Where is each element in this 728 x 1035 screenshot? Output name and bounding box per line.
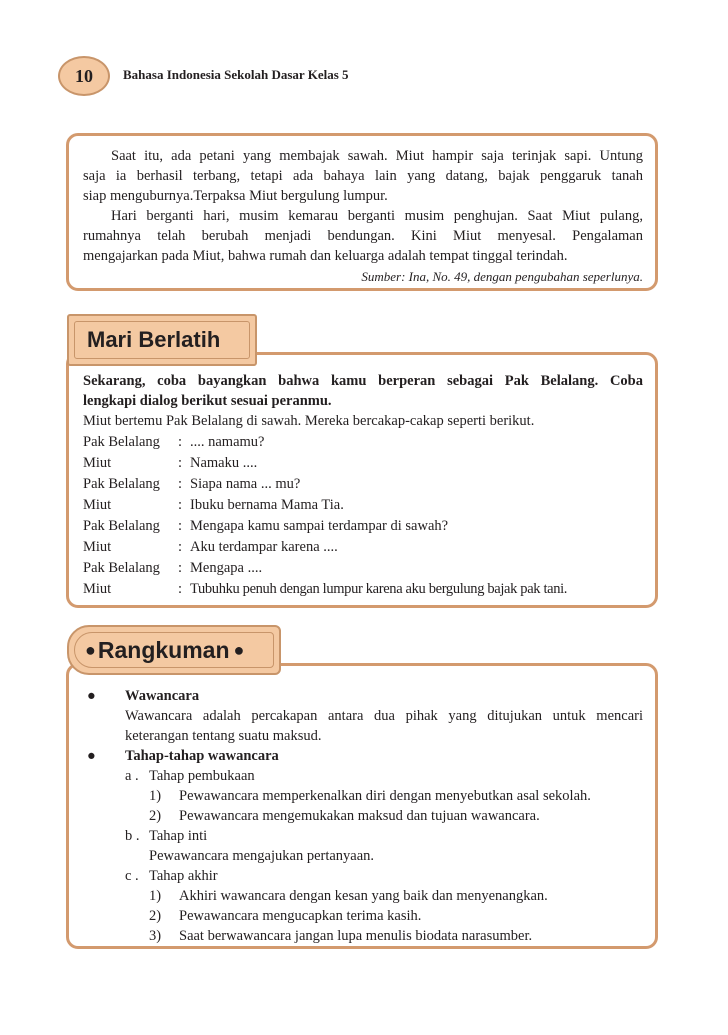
dialog-speaker: Pak Belalang bbox=[83, 476, 160, 492]
dialog-line: Tubuhku penuh dengan lumpur karena aku bergulung bajak pak tani. bbox=[190, 581, 568, 597]
dialog-speaker: Pak Belalang bbox=[83, 560, 160, 576]
dialog-row bbox=[83, 453, 643, 474]
story-box bbox=[66, 133, 658, 291]
dialog-row bbox=[83, 558, 643, 579]
dialog-colon: : bbox=[178, 560, 183, 576]
stage-desc: Pewawancara mengajukan pertanyaan. bbox=[149, 848, 375, 864]
dialog-colon: : bbox=[178, 434, 183, 450]
practice-instruction: lengkapi dialog berikut sesuai peranmu. bbox=[83, 393, 332, 409]
stage-step bbox=[125, 906, 643, 926]
stage-step bbox=[125, 886, 643, 906]
step-number: 2) bbox=[149, 808, 162, 824]
dialog-colon: : bbox=[178, 497, 183, 513]
dialog bbox=[83, 411, 643, 600]
step-text: Pewawancara mengemukakan maksud dan tujuan wawancara. bbox=[179, 808, 540, 824]
summary-heading-dot: ● bbox=[85, 639, 96, 660]
stage-b bbox=[125, 826, 643, 846]
summary-heading-dot: ● bbox=[233, 639, 245, 660]
dialog-line: Namaku .... bbox=[190, 455, 258, 471]
dialog-row bbox=[83, 474, 643, 495]
dialog-colon: : bbox=[178, 455, 183, 471]
summary-heading-tab bbox=[67, 625, 281, 675]
dialog-speaker: Miut bbox=[83, 455, 112, 471]
step-number: 1) bbox=[149, 888, 162, 904]
book-title: Bahasa Indonesia Sekolah Dasar Kelas 5 bbox=[123, 67, 349, 82]
stage-title: Tahap pembukaan bbox=[149, 768, 255, 784]
summary-item bbox=[83, 746, 643, 766]
dialog-row bbox=[83, 516, 643, 537]
story-line: Saat itu, ada petani yang membajak sawah. Miut hampir saja terinjak sapi. Untung bbox=[111, 148, 643, 164]
dialog-row bbox=[83, 495, 643, 516]
bullet-icon: ● bbox=[87, 748, 96, 764]
story-line: Hari berganti hari, musim kemarau berganti musim penghujan. Saat Miut pulang, bbox=[111, 208, 643, 224]
stage-step bbox=[125, 786, 643, 806]
dialog-line: Mengapa kamu sampai terdampar di sawah? bbox=[190, 518, 449, 534]
dialog-speaker: Miut bbox=[83, 497, 112, 513]
stage-label: b . bbox=[125, 828, 140, 844]
dialog-speaker: Miut bbox=[83, 539, 112, 555]
dialog-line: Ibuku bernama Mama Tia. bbox=[190, 497, 344, 513]
summary-item-desc bbox=[83, 706, 643, 746]
story-line: mengajarkan pada Miut, bahwa rumah dan keluarga adalah tempat tinggal terindah. bbox=[83, 248, 568, 264]
summary-list bbox=[83, 686, 643, 946]
dialog-colon: : bbox=[178, 581, 183, 597]
summary-item-title: Tahap-tahap wawancara bbox=[125, 748, 279, 764]
step-number: 1) bbox=[149, 788, 162, 804]
stage-a bbox=[125, 766, 643, 786]
story-line: rumahnya telah berubah menjadi bendungan. Kini Miut menyesal. Pengalaman bbox=[83, 228, 643, 244]
dialog-row bbox=[83, 432, 643, 453]
summary-desc-line: Wawancara adalah percakapan antara dua pihak yang ditujukan untuk mencari bbox=[125, 708, 643, 724]
story-line: siap menguburnya.Terpaksa Miut bergulung lumpur. bbox=[83, 188, 388, 204]
step-number: 3) bbox=[149, 928, 162, 944]
stage-step bbox=[125, 926, 643, 946]
stage-label: c . bbox=[125, 868, 139, 884]
summary-item bbox=[83, 686, 643, 706]
summary-desc-line: keterangan tentang suatu maksud. bbox=[125, 728, 322, 744]
dialog-speaker: Pak Belalang bbox=[83, 434, 160, 450]
practice-instruction: Sekarang, coba bayangkan bahwa kamu berperan sebagai Pak Belalang. Coba bbox=[83, 373, 643, 389]
dialog-line: .... namamu? bbox=[190, 434, 265, 450]
dialog-line: Mengapa .... bbox=[190, 560, 263, 576]
story-source: Sumber: Ina, No. 49, dengan pengubahan seperlunya. bbox=[361, 269, 643, 284]
dialog-colon: : bbox=[178, 476, 183, 492]
dialog-speaker: Pak Belalang bbox=[83, 518, 160, 534]
step-text: Saat berwawancara jangan lupa menulis biodata narasumber. bbox=[179, 928, 533, 944]
dialog-colon: : bbox=[178, 518, 183, 534]
step-text: Akhiri wawancara dengan kesan yang baik dan menyenangkan. bbox=[179, 888, 548, 904]
dialog-colon: : bbox=[178, 539, 183, 555]
stage-label: a . bbox=[125, 768, 139, 784]
practice-box bbox=[66, 352, 658, 608]
practice-heading: Mari Berlatih bbox=[87, 327, 221, 352]
stage-title: Tahap akhir bbox=[149, 868, 218, 884]
dialog-intro: Miut bertemu Pak Belalang di sawah. Mereka bercakap-cakap seperti berikut. bbox=[83, 413, 535, 429]
dialog-row bbox=[83, 579, 643, 600]
stage-title: Tahap inti bbox=[149, 828, 208, 844]
dialog-line: Aku terdampar karena .... bbox=[190, 539, 338, 555]
stage-step bbox=[125, 806, 643, 826]
step-text: Pewawancara mengucapkan terima kasih. bbox=[179, 908, 422, 924]
story-line: saja ia berhasil terbang, tetapi ada bahaya lain yang datang, bajak penggaruk tanah bbox=[83, 168, 643, 184]
dialog-row bbox=[83, 537, 643, 558]
step-number: 2) bbox=[149, 908, 162, 924]
practice-heading-tab bbox=[67, 314, 257, 366]
stages-list bbox=[83, 766, 643, 946]
summary-box bbox=[66, 663, 658, 949]
page-number: 10 bbox=[75, 65, 93, 86]
dialog-speaker: Miut bbox=[83, 581, 112, 597]
summary-item-title: Wawancara bbox=[125, 688, 200, 704]
step-text: Pewawancara memperkenalkan diri dengan menyebutkan asal sekolah. bbox=[179, 788, 591, 804]
page-number-badge bbox=[58, 56, 110, 96]
dialog-line: Siapa nama ... mu? bbox=[190, 476, 301, 492]
summary-heading: Rangkuman bbox=[97, 636, 230, 663]
stage-c bbox=[125, 866, 643, 886]
bullet-icon: ● bbox=[87, 688, 96, 704]
